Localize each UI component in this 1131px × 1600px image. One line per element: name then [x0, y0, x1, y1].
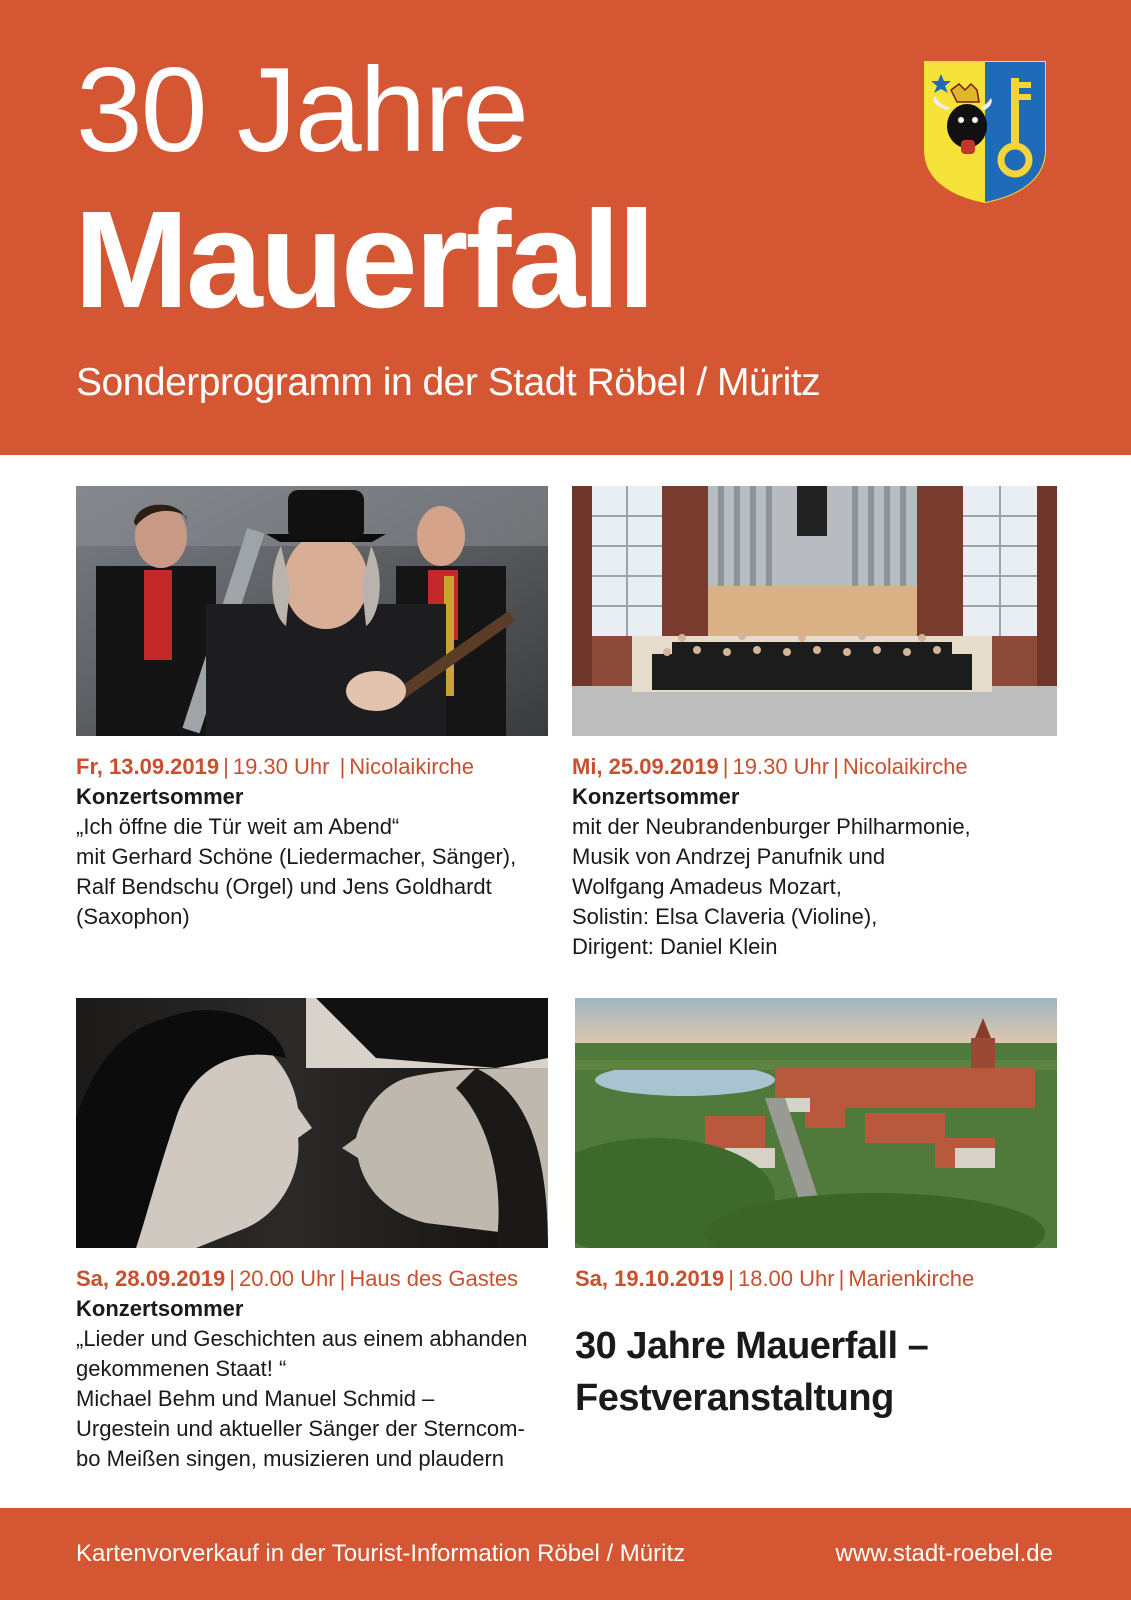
- event-2-line: mit der Neubrandenburger Philharmonie,: [572, 814, 971, 839]
- footer-presale-info: Kartenvorverkauf in der Tourist-Information Röbel / Müritz: [76, 1540, 686, 1567]
- event-4-headline-line: 30 Jahre Mauerfall –: [575, 1325, 929, 1367]
- event-2-line: Musik von Andrzej Panufnik und: [572, 844, 886, 869]
- photo-roebel-aerial: [575, 998, 1057, 1248]
- event-1-time: 19.30 Uhr: [232, 754, 330, 779]
- title-line-2: Mauerfall: [74, 183, 653, 337]
- event-4-place: Marienkirche: [848, 1266, 975, 1291]
- event-1-line: „Ich öffne die Tür weit am Abend“: [76, 814, 400, 839]
- photo-neubrandenburger-philharmonie: [572, 486, 1057, 736]
- event-1-line: Ralf Bendschu (Orgel) und Jens Goldhardt: [76, 874, 492, 899]
- event-4-meta: Sa, 19.10.2019 | 18.00 Uhr | Marienkirche: [575, 1266, 975, 1291]
- event-3-line: Urgestein und aktueller Sänger der Sterncom-: [76, 1416, 525, 1441]
- event-2-time: 19.30 Uhr: [732, 754, 830, 779]
- event-1-description: [76, 812, 556, 932]
- event-3-line: bo Meißen singen, musizieren und plaudern: [76, 1446, 505, 1471]
- event-4-headline: [575, 1320, 1055, 1424]
- event-1-category: Konzertsommer: [76, 784, 244, 809]
- event-2-meta: Mi, 25.09.2019 | 19.30 Uhr | Nicolaikirche: [572, 754, 968, 779]
- event-3-category: Konzertsommer: [76, 1296, 244, 1321]
- event-3-description: [76, 1324, 566, 1474]
- event-2-place: Nicolaikirche: [842, 754, 968, 779]
- photo-behm-schmid: [76, 998, 548, 1248]
- event-3-line: gekommenen Staat! “: [76, 1356, 287, 1381]
- event-1-date: Fr, 13.09.2019: [76, 754, 220, 779]
- event-4-time: 18.00 Uhr: [737, 1266, 835, 1291]
- footer-website-link[interactable]: www.stadt-roebel.de: [835, 1540, 1053, 1567]
- event-3-meta: Sa, 28.09.2019 | 20.00 Uhr | Haus des Gastes: [76, 1266, 519, 1291]
- event-4: [575, 1264, 1055, 1424]
- event-1-meta: Fr, 13.09.2019 | 19.30 Uhr | Nicolaikirche: [76, 754, 475, 779]
- event-2-line: Dirigent: Daniel Klein: [572, 934, 778, 959]
- coat-of-arms-icon: [921, 60, 1049, 204]
- subtitle: Sonderprogramm in der Stadt Röbel / Müritz: [76, 361, 821, 404]
- event-1: [76, 752, 556, 932]
- event-2-line: Wolfgang Amadeus Mozart,: [572, 874, 842, 899]
- event-1-line: mit Gerhard Schöne (Liedermacher, Sänger),: [76, 844, 517, 869]
- event-2-date: Mi, 25.09.2019: [572, 754, 719, 779]
- event-4-date: Sa, 19.10.2019: [575, 1266, 725, 1291]
- event-2-description: [572, 812, 1052, 962]
- event-3-time: 20.00 Uhr: [238, 1266, 336, 1291]
- event-2: [572, 752, 1052, 962]
- footer-banner: [0, 1508, 1131, 1600]
- event-4-headline-line: Festveranstaltung: [575, 1377, 894, 1419]
- event-3-place: Haus des Gastes: [349, 1266, 519, 1291]
- event-2-line: Solistin: Elsa Claveria (Violine),: [572, 904, 878, 929]
- event-3: [76, 1264, 566, 1474]
- photo-gerhard-schoene-trio: [76, 486, 548, 736]
- event-3-line: „Lieder und Geschichten aus einem abhanden: [76, 1326, 528, 1351]
- event-3-line: Michael Behm und Manuel Schmid –: [76, 1386, 435, 1411]
- event-3-date: Sa, 28.09.2019: [76, 1266, 226, 1291]
- event-2-category: Konzertsommer: [572, 784, 740, 809]
- title-line-1: 30 Jahre: [76, 43, 527, 177]
- event-1-line: (Saxophon): [76, 904, 190, 929]
- event-1-place: Nicolaikirche: [349, 754, 475, 779]
- header-banner: [0, 0, 1131, 455]
